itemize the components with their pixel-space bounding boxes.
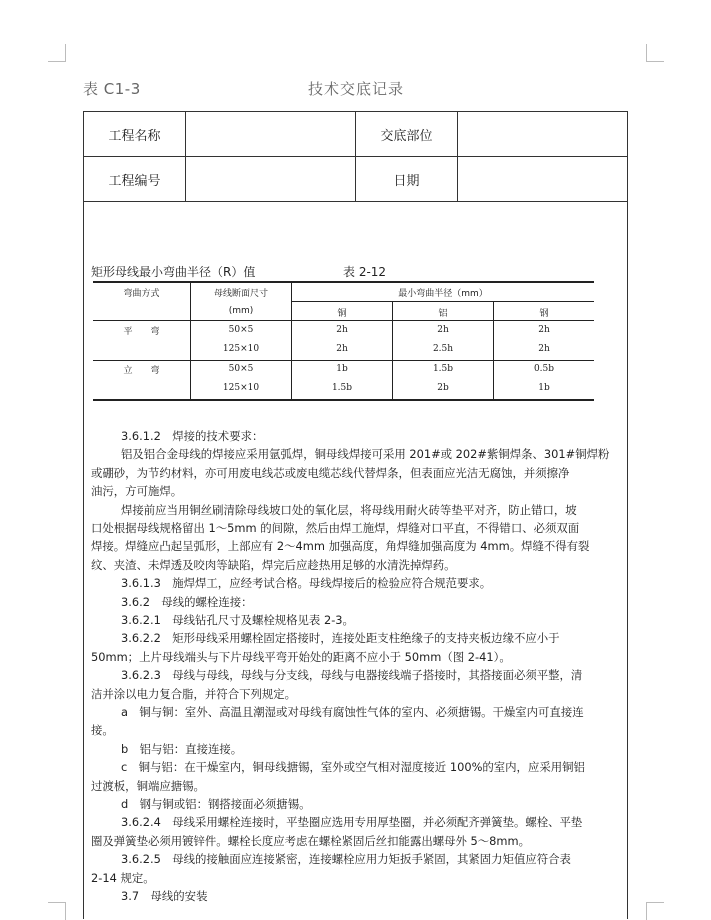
form-code: 表 C1-3 xyxy=(83,80,141,98)
paragraph-line: 2-14 规定。 xyxy=(91,870,155,885)
table-cell: 2h xyxy=(336,325,348,335)
date-field[interactable] xyxy=(458,157,627,201)
table-cell: 2h xyxy=(437,325,449,335)
paragraph-line: 3.6.2.1 母线钻孔尺寸及螺栓规格见表 2-3。 xyxy=(121,613,354,627)
table-cell: 1b xyxy=(336,364,348,374)
table-number: 表 2-12 xyxy=(343,265,387,279)
table-cell: 0.5b xyxy=(533,364,555,374)
paragraph-line: 油污，方可施焊。 xyxy=(91,484,183,499)
table-cell: 2h xyxy=(538,325,550,335)
row-bend-label: 平 弯 xyxy=(123,327,160,337)
paragraph-line: 3.6.1.2 焊接的技术要求： xyxy=(121,429,264,443)
col-section-unit: (mm) xyxy=(228,306,254,316)
col-copper-header: 铜 xyxy=(337,309,347,319)
paragraph-line: 3.6.2.5 母线的接触面应连接紧密，连接螺栓应用力矩扳手紧固，其紧固力矩值应符合表 xyxy=(121,852,571,867)
part-label: 交底部位 xyxy=(380,128,433,144)
project-name-label: 工程名称 xyxy=(108,128,161,144)
paragraph-line: a 铜与铜：室外、高温且潮湿或对母线有腐蚀性气体的室内、必须搪锡。干燥室内可直接连 xyxy=(121,705,584,719)
col-bend-header: 弯曲方式 xyxy=(123,289,160,299)
paragraph-line: 3.6.2.3 母线与母线，母线与分支线，母线与电器接线端子搭接时，其搭接面必须平整，清 xyxy=(121,668,583,683)
paragraph-line: d 钢与铜或铝：钢搭接面必须搪锡。 xyxy=(121,797,311,811)
project-no-label: 工程编号 xyxy=(108,173,161,189)
form-header-row xyxy=(84,112,627,157)
paragraph-line: 焊接前应当用铜丝刷清除母线坡口处的氧化层，将母线用耐火砖等垫平对齐，防止错口，坡 xyxy=(121,502,577,517)
paragraph-line: 洁并涂以电力复合脂，并符合下列规定。 xyxy=(91,686,297,701)
paragraph-line: 50mm；上片母线端头与下片母线平弯开始处的距离不应小于 50mm（图 2-41）。 xyxy=(91,649,511,664)
table-cell: 2b xyxy=(437,383,449,393)
paragraph-line: 过渡板，铜端应搪锡。 xyxy=(91,778,205,793)
technical-disclosure-form xyxy=(83,111,628,919)
page-corner-mark xyxy=(48,902,66,920)
page-title: 技术交底记录 xyxy=(307,80,404,98)
paragraph-line: 纹、夹渣、未焊透及咬肉等缺陷，焊完后应趁热用足够的水清洗掉焊药。 xyxy=(91,557,456,572)
page-corner-mark xyxy=(48,44,66,62)
paragraph-line: 或硼砂，为节约材料，亦可用废电线芯或废电缆芯线代替焊条，但表面应光洁无腐蚀，并须擦净 xyxy=(91,465,570,480)
table-cell: 1.5b xyxy=(432,364,454,374)
part-field[interactable] xyxy=(458,112,627,156)
table-caption xyxy=(91,263,387,280)
paragraph-line: 铝及铝合金母线的焊接应采用氩弧焊，铜母线焊接可采用 201#或 202#紫铜焊条、301#铜焊粉 xyxy=(121,447,610,462)
col-steel-header: 钢 xyxy=(539,309,549,319)
table-cell: 2.5h xyxy=(432,344,454,354)
paragraph-line: 3.6.2.4 母线采用螺栓连接时，平垫圈应选用专用厚垫圈，并必须配齐弹簧垫。螺栓、平垫 xyxy=(121,815,583,830)
project-no-field[interactable] xyxy=(186,157,355,201)
table-cell: 125×10 xyxy=(222,383,260,393)
page-corner-mark xyxy=(646,44,664,62)
col-aluminum-header: 铝 xyxy=(438,309,448,319)
col-section-header: 母线断面尺寸 xyxy=(213,289,268,299)
table-caption-text: 矩形母线最小弯曲半径（R）值 xyxy=(91,265,256,279)
date-label: 日期 xyxy=(393,173,420,189)
form-header-row xyxy=(84,157,627,202)
paragraph-line: 接。 xyxy=(91,723,114,738)
paragraph-line: 圈及弹簧垫必须用镀锌件。螺栓长度应考虑在螺栓紧固后丝扣能露出螺母外 5～8mm。 xyxy=(91,833,530,848)
table-cell: 125×10 xyxy=(222,344,260,354)
table-cell: 1.5b xyxy=(331,383,353,393)
row-bend-label: 立 弯 xyxy=(123,366,160,376)
table-cell: 2h xyxy=(336,344,348,354)
table-cell: 50×5 xyxy=(228,364,254,374)
col-radius-header: 最小弯曲半径（mm） xyxy=(398,289,488,299)
paragraph-line: c 铜与铝：在干燥室内，铜母线搪锡，室外或空气相对湿度接近 100%的室内，应采用铜铝 xyxy=(121,760,585,775)
paragraph-line: b 铝与铝：直接连接。 xyxy=(121,741,243,756)
paragraph-line: 3.6.1.3 施焊焊工，应经考试合格。母线焊接后的检验应符合规范要求。 xyxy=(121,576,492,591)
paragraph-line: 3.6.2 母线的螺栓连接： xyxy=(121,594,253,609)
page-corner-mark xyxy=(646,902,664,920)
paragraph-line: 口处根据母线规格留出 1～5mm 的间隙，然后由焊工施焊，焊缝对口平直，不得错口、必须双面 xyxy=(91,521,580,535)
table-cell: 50×5 xyxy=(228,325,254,335)
paragraph-line: 3.6.2.2 矩形母线采用螺栓固定搭接时，连接处距支柱绝缘子的支持夹板边缘不应小于 xyxy=(121,631,560,646)
table-cell: 2h xyxy=(538,344,550,354)
table-cell: 1b xyxy=(538,383,550,393)
paragraph-line: 3.7 母线的安装 xyxy=(121,889,208,903)
paragraph-line: 焊接。焊缝应凸起呈弧形，上部应有 2～4mm 加强高度，角焊缝加强高度为 4mm。焊缝不得有裂 xyxy=(91,539,590,554)
project-name-field[interactable] xyxy=(186,112,355,156)
